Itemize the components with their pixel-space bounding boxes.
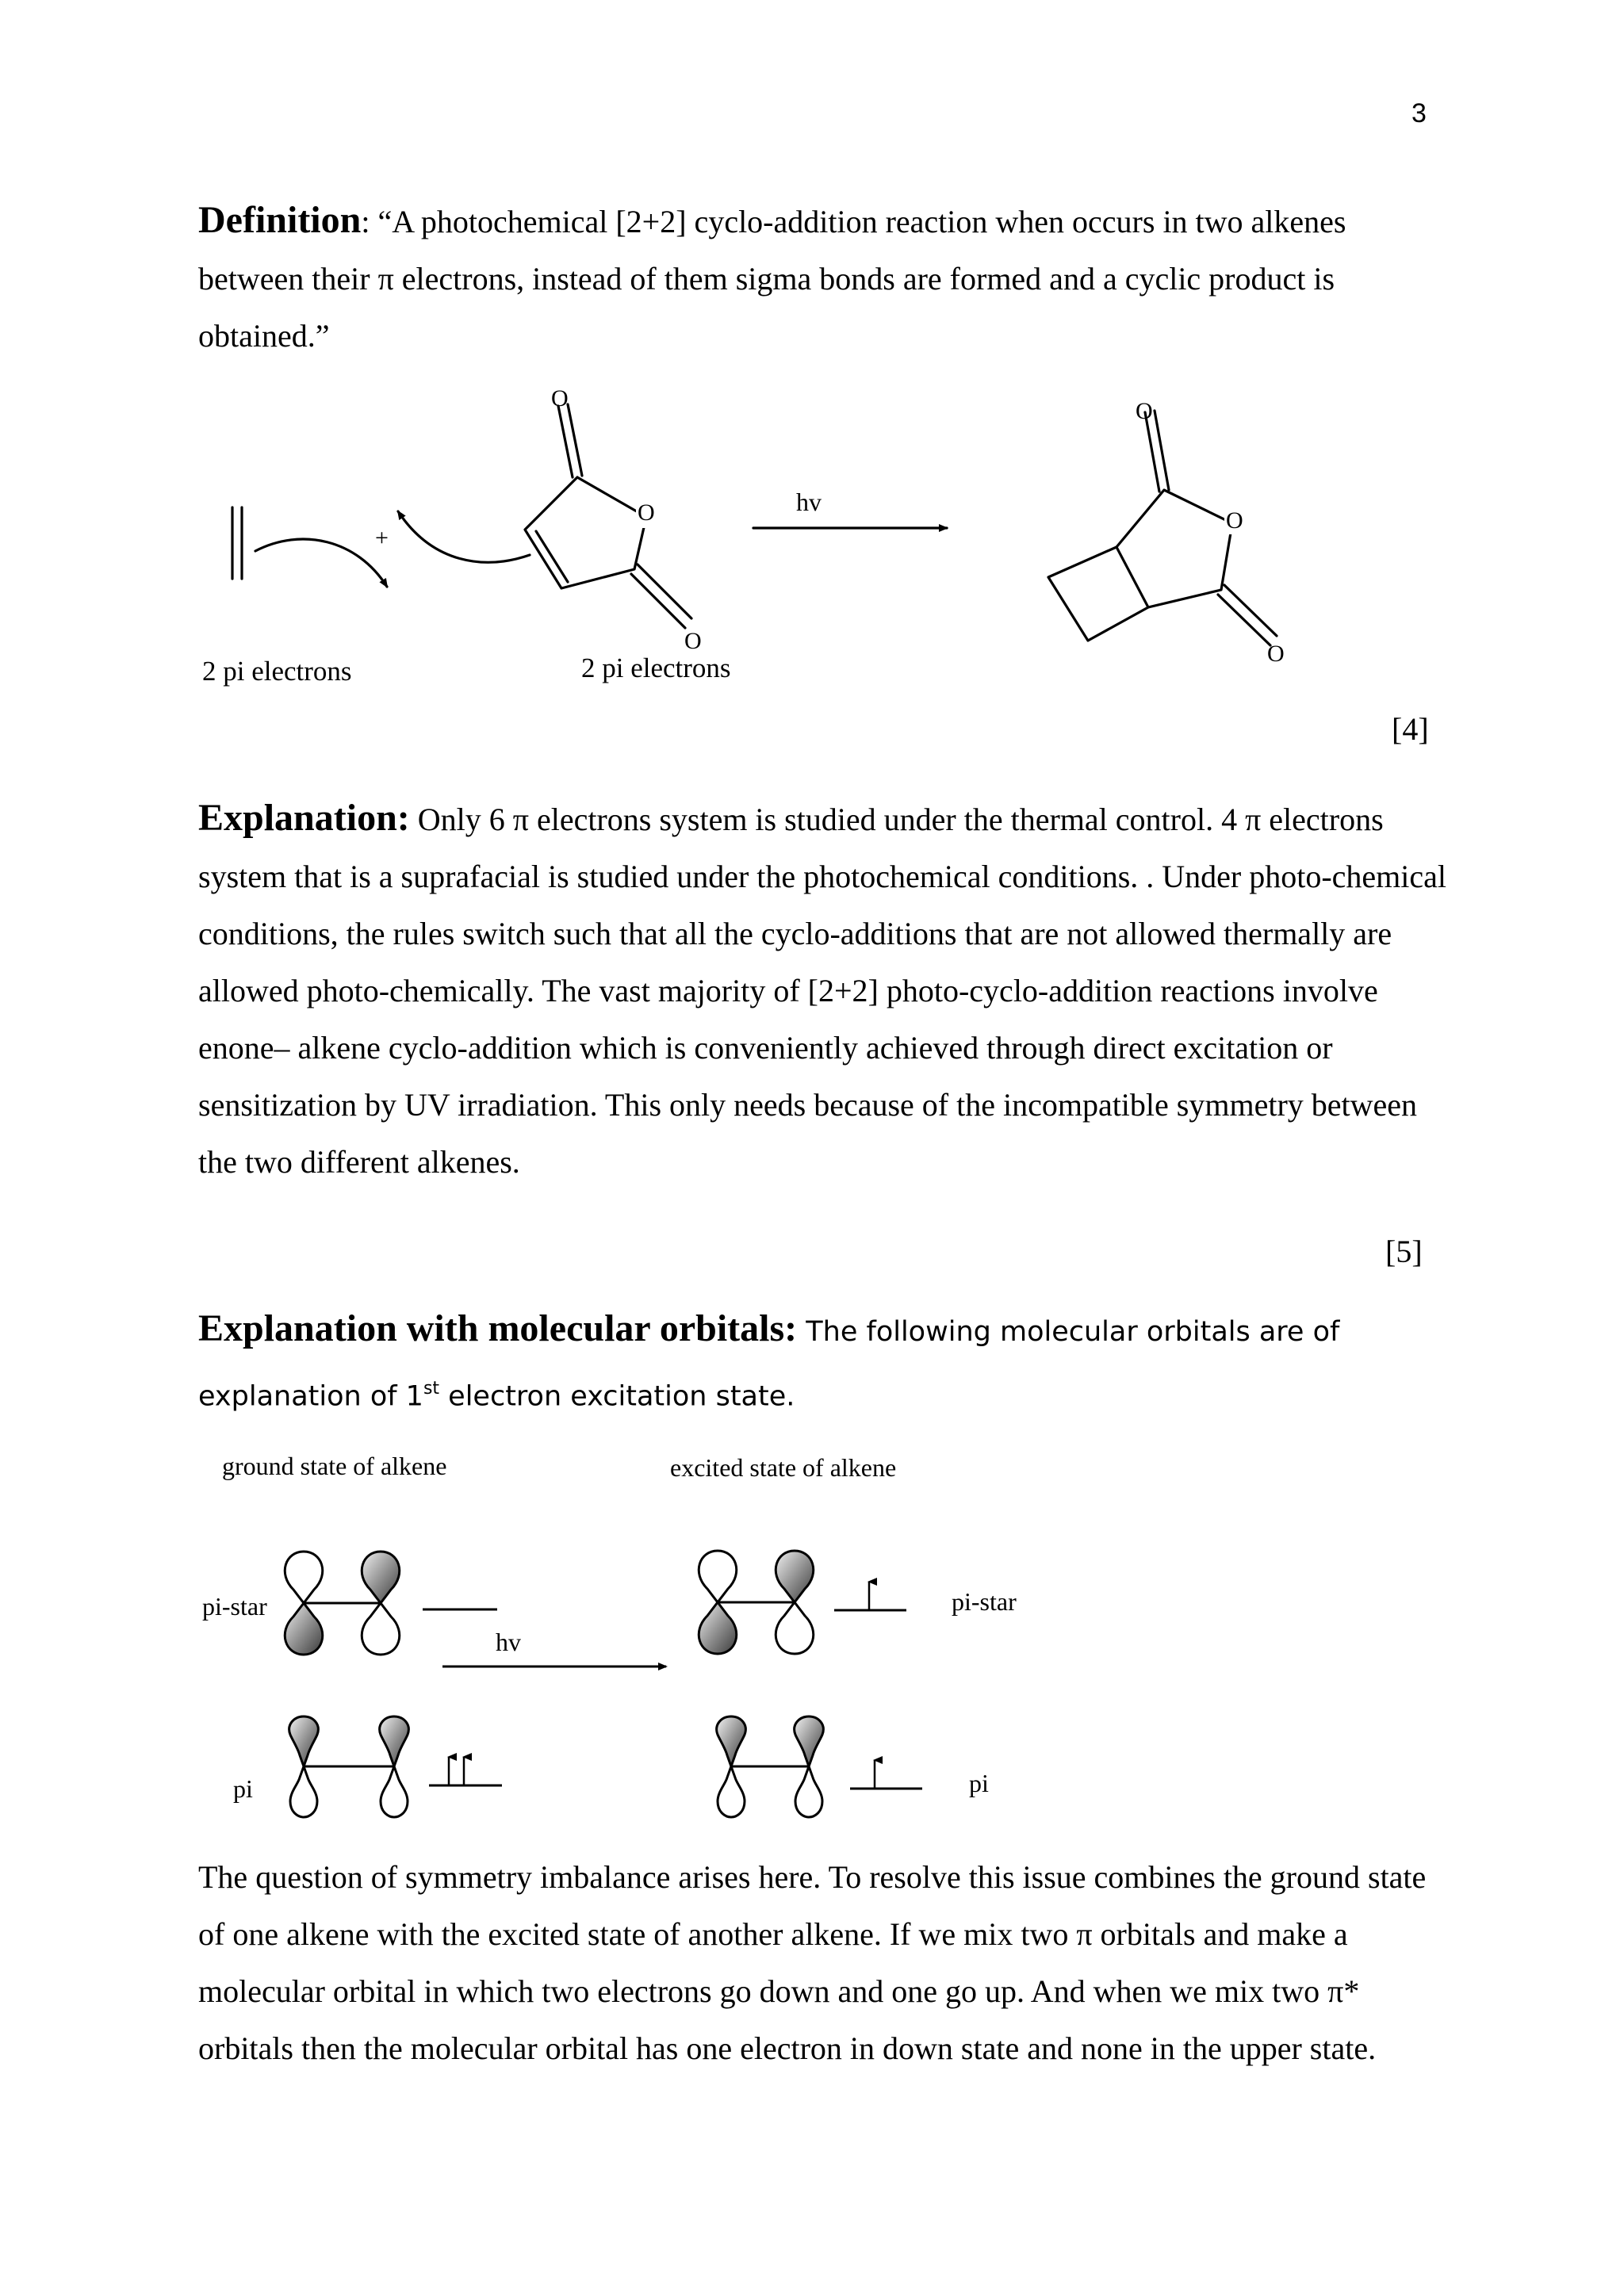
definition-heading: Definition: [198, 199, 362, 241]
mo-text-part2: electron excitation state.: [439, 1380, 795, 1413]
product-ring-oxygen: O: [1226, 507, 1243, 534]
electron-push-arrow-left: [398, 511, 530, 562]
ground-pi-star-orbital: [285, 1552, 399, 1655]
pi-right-label: pi: [969, 1769, 989, 1797]
mo-text-part1: The following molecular orbitals are of explanation of 1: [198, 1316, 1340, 1413]
explanation-text: Only 6 π electrons system is studied under the thermal control. 4 π electrons system that is a suprafacial is studied under the photochemical conditions. . Under photo-chemical conditions, the rules switch such that all the cyclo-additions that are not allowed thermally are allowed photo-chemically. The vast majority of [2+2] photo-cyclo-addition reactions involve enone– alkene cyclo-addition which is conveniently achieved through direct excitation or sensitization by UV irradiation. This only needs because of the incompatible symmetry between the two different alkenes.: [198, 802, 1447, 1180]
closing-paragraph: The question of symmetry imbalance arises here. To resolve this issue combines the ground state of one alkene with the excited state of another alkene. If we mix two π orbitals and make a molecular orbital in which two electrons go down and one go up. And when we mix two π* orbitals then the molecular orbital has one electron in down state and none in the upper state.: [198, 1859, 1427, 2066]
reference-4: [4]: [1392, 711, 1429, 747]
pi-left-label: pi: [233, 1774, 253, 1803]
explanation-paragraph: [198, 790, 1451, 1191]
mo-paragraph: [198, 1300, 1451, 1425]
ring-oxygen-atom: O: [638, 499, 655, 526]
middle-pi-electrons-label: 2 pi electrons: [581, 652, 731, 683]
maleic-anhydride-molecule: [525, 385, 702, 654]
product-carbonyl-oxygen-top: O: [1136, 398, 1153, 424]
excited-pi-star-orbital: [699, 1551, 813, 1654]
ethylene-molecule: [232, 507, 242, 579]
explanation-heading: Explanation:: [198, 797, 410, 839]
mo-arrow-label: hv: [496, 1628, 521, 1656]
ground-state-title: ground state of alkene: [222, 1452, 447, 1480]
ground-pi-orbital: [289, 1716, 409, 1817]
left-pi-electrons-label: 2 pi electrons: [202, 656, 352, 687]
mo-diagram: [0, 1443, 1624, 1839]
reaction-scheme: [0, 0, 1624, 729]
page-number: 3: [1411, 98, 1427, 128]
carbonyl-oxygen-top: O: [551, 385, 569, 411]
reference-5: [5]: [1385, 1234, 1423, 1269]
reaction-arrow-label: hv: [796, 488, 822, 516]
plus-sign: +: [375, 525, 389, 551]
excited-state-title: excited state of alkene: [670, 1453, 897, 1482]
cyclobutane-product-molecule: [1048, 398, 1285, 667]
mo-heading: Explanation with molecular orbitals:: [198, 1307, 798, 1349]
excited-pi-orbital: [717, 1716, 824, 1817]
electron-push-arrow-right: [255, 539, 387, 587]
mo-superscript: st: [423, 1379, 440, 1399]
definition-text: : “A photochemical [2+2] cyclo-addition reaction when occurs in two alkenes between their π electrons, instead of them sigma bonds are formed and a cyclic product is obtained.”: [198, 204, 1346, 354]
carbonyl-oxygen-bottom: O: [684, 628, 702, 654]
pi-star-right-label: pi-star: [952, 1587, 1017, 1616]
pi-star-left-label: pi-star: [202, 1592, 267, 1621]
product-carbonyl-oxygen-bottom: O: [1267, 641, 1285, 667]
